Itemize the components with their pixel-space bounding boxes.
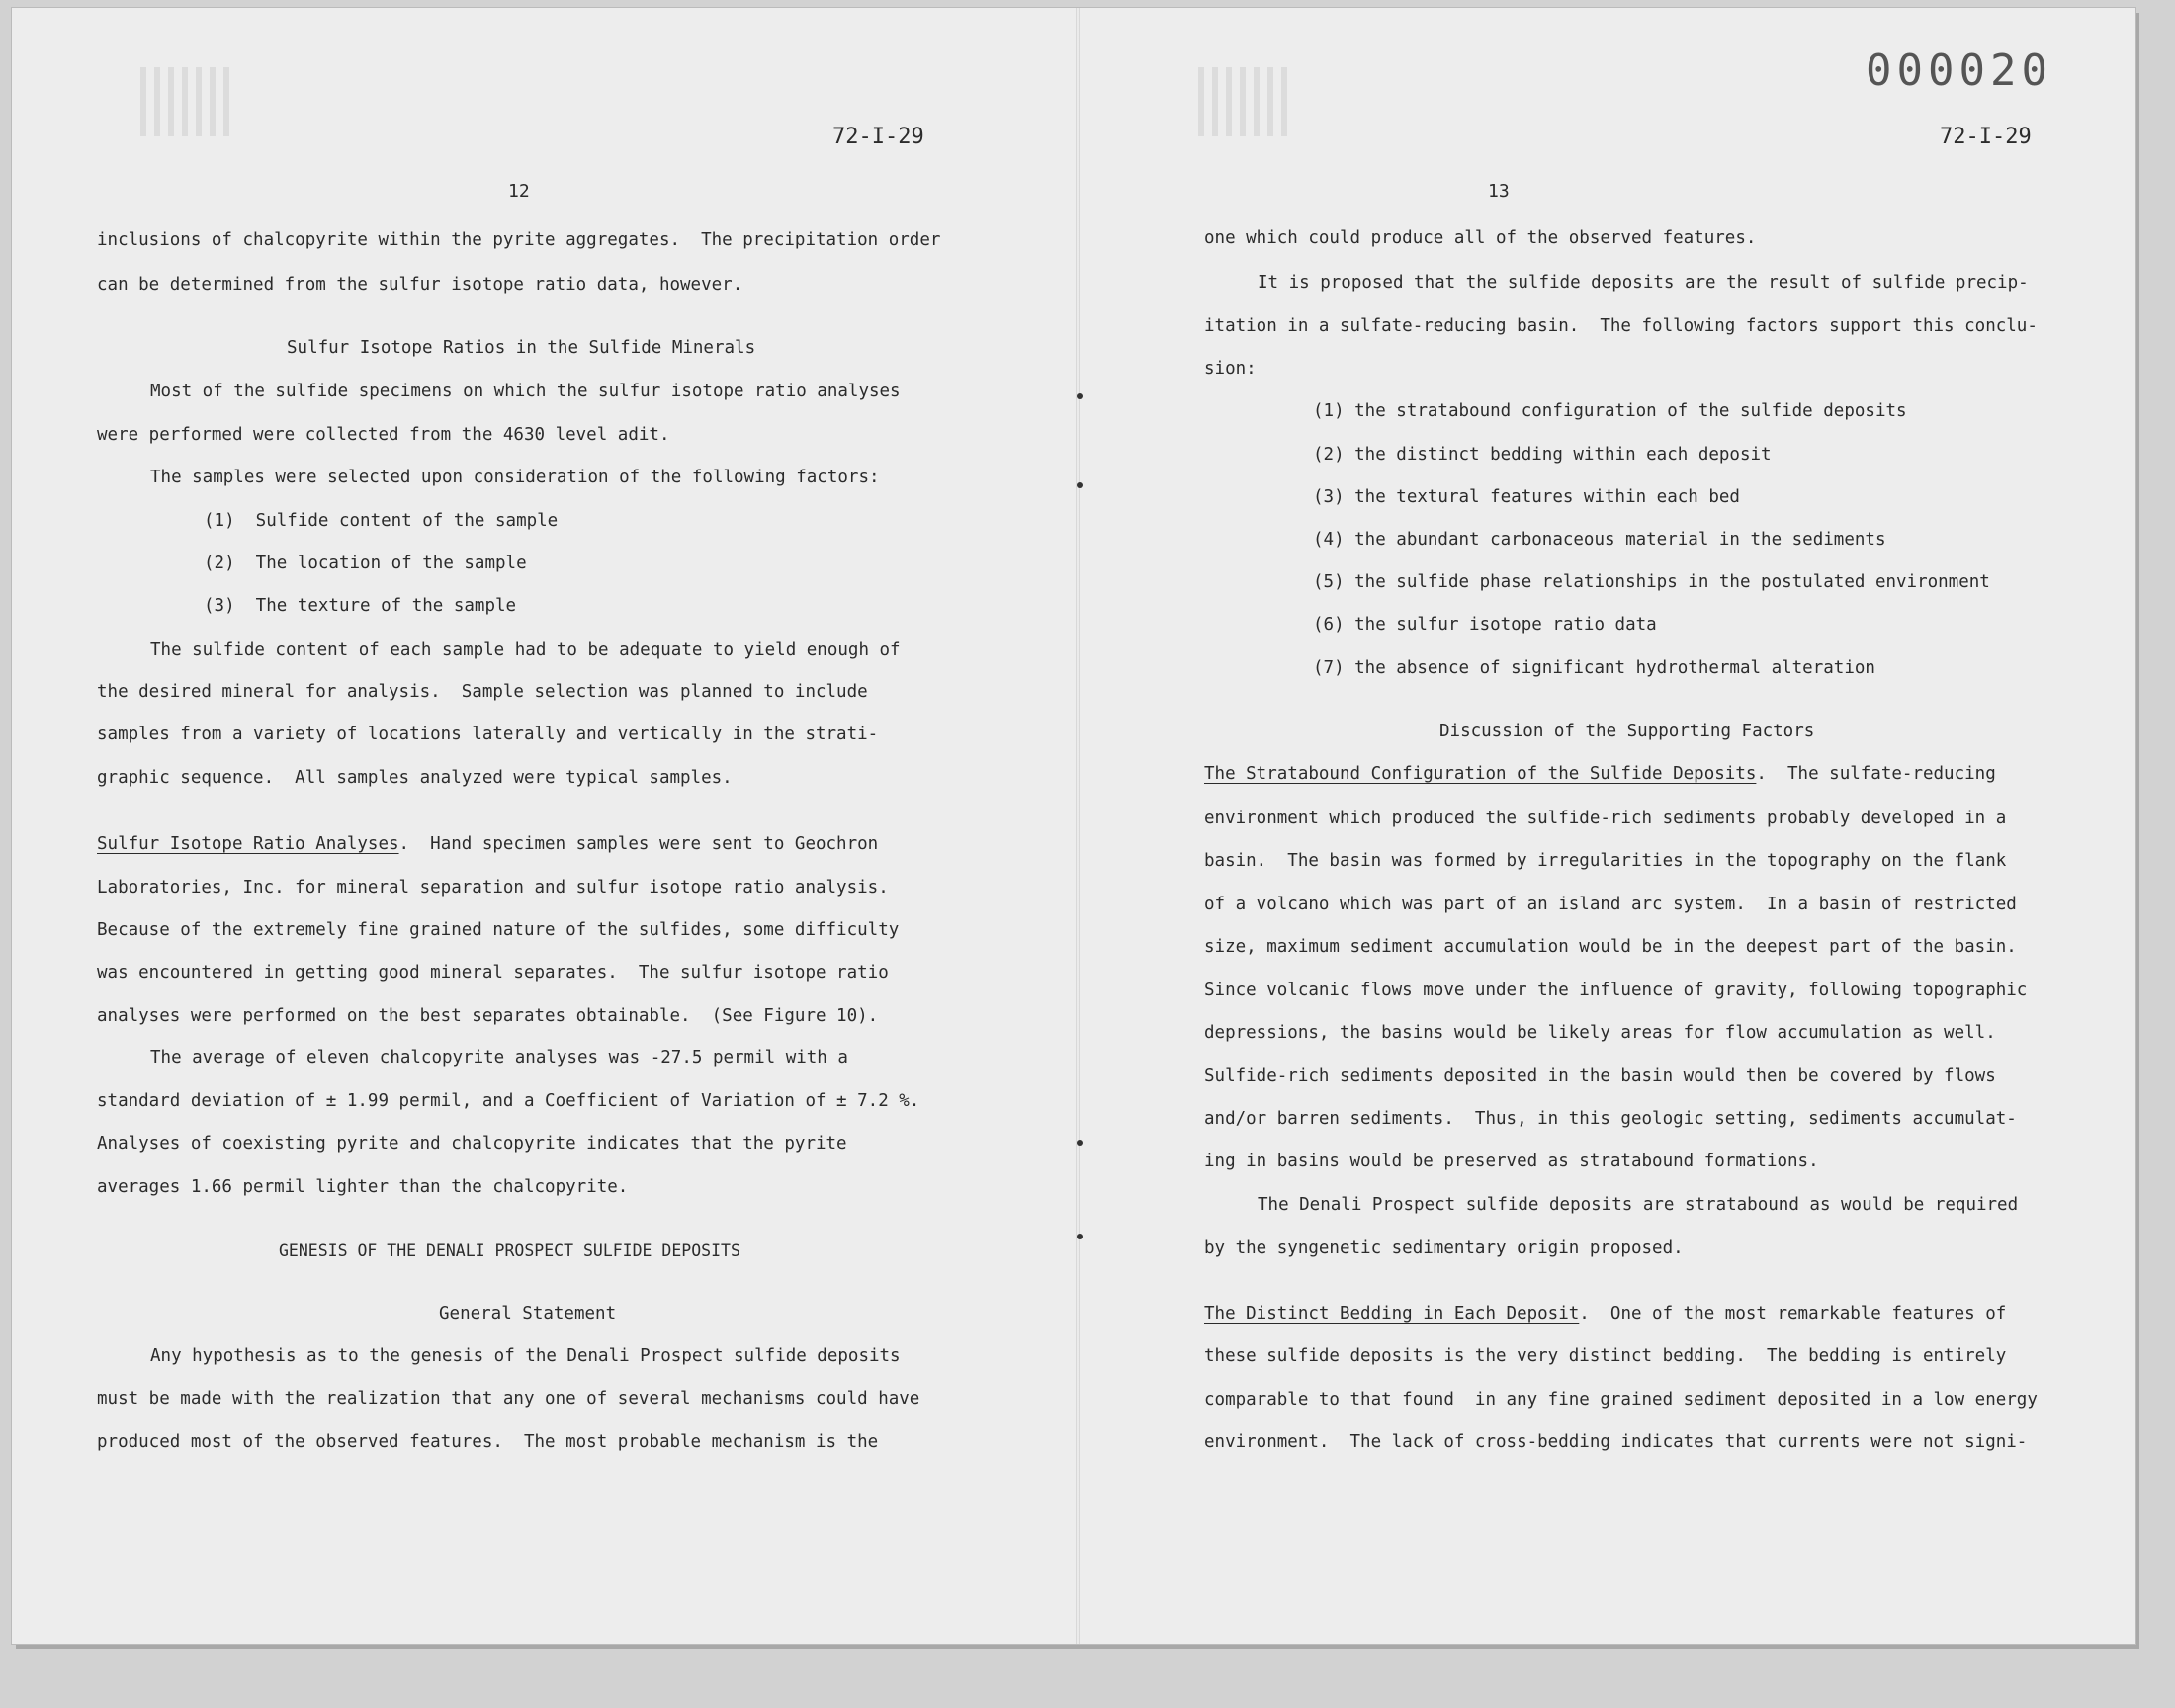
text-line: itation in a sulfate-reducing basin. The following factors support this conclu- (1204, 316, 2038, 336)
text-line: The Denali Prospect sulfide deposits are stratabound as would be required (1258, 1195, 2019, 1215)
list-item: (5) the sulfide phase relationships in the postulated environment (1313, 572, 1990, 592)
text-line: by the syngenetic sedimentary origin proposed. (1204, 1238, 1684, 1258)
paragraph-first-line: Sulfur Isotope Ratio Analyses. Hand specimen samples were sent to Geochron (97, 834, 879, 854)
binding-mark (1077, 1234, 1083, 1239)
text-line: Because of the extremely fine grained nature of the sulfides, some difficulty (97, 920, 900, 940)
binding-mark (1077, 393, 1083, 399)
text-line: sion: (1204, 359, 1257, 379)
binding-mark (1077, 1140, 1083, 1146)
text-line: standard deviation of ± 1.99 permil, and a Coefficient of Variation of ± 7.2 %. (97, 1091, 920, 1111)
text-line: ing in basins would be preserved as stratabound formations. (1204, 1152, 1819, 1171)
bleed-through-mark (140, 67, 229, 136)
paragraph-first-line: The Stratabound Configuration of the Sulfide Deposits. The sulfate-reducing (1204, 764, 1996, 784)
page-stamp: 000020 (1866, 45, 2052, 96)
text-line: comparable to that found in any fine grained sediment deposited in a low energy (1204, 1390, 2038, 1409)
text-line: Analyses of coexisting pyrite and chalcopyrite indicates that the pyrite (97, 1134, 847, 1153)
text-line: Since volcanic flows move under the influence of gravity, following topographic (1204, 981, 2028, 1000)
list-item: (2) The location of the sample (204, 554, 527, 573)
text-line: these sulfide deposits is the very distinct bedding. The bedding is entirely (1204, 1346, 2007, 1366)
list-item: (2) the distinct bedding within each deposit (1313, 445, 1772, 465)
text-line: size, maximum sediment accumulation would be in the deepest part of the basin. (1204, 937, 2017, 957)
text-line: and/or barren sediments. Thus, in this geologic setting, sediments accumulat- (1204, 1109, 2017, 1129)
text-line: samples from a variety of locations laterally and vertically in the strati- (97, 725, 879, 744)
text-line: The samples were selected upon consideration of the following factors: (150, 468, 880, 487)
right-page (1080, 8, 2135, 1644)
page-number: 12 (508, 181, 530, 202)
text-line: of a volcano which was part of an island arc system. In a basin of restricted (1204, 895, 2017, 914)
text-line: produced most of the observed features. The most probable mechanism is the (97, 1432, 879, 1452)
text-line: must be made with the realization that any one of several mechanisms could have (97, 1389, 920, 1409)
page-number: 13 (1488, 181, 1510, 202)
text-line: was encountered in getting good mineral separates. The sulfur isotope ratio (97, 963, 889, 982)
text-line: Sulfide-rich sediments deposited in the basin would then be covered by flows (1204, 1067, 1996, 1086)
text-line: analyses were performed on the best separates obtainable. (See Figure 10). (97, 1006, 879, 1026)
list-item: (7) the absence of significant hydrothermal alteration (1313, 658, 1875, 678)
list-item: (6) the sulfur isotope ratio data (1313, 615, 1657, 635)
chapter-heading: GENESIS OF THE DENALI PROSPECT SULFIDE DEPOSITS (279, 1241, 740, 1260)
scanned-document (12, 8, 2135, 1644)
list-item: (1) the stratabound configuration of the sulfide deposits (1313, 401, 1907, 421)
paragraph-first-line: The Distinct Bedding in Each Deposit. One of the most remarkable features of (1204, 1304, 2007, 1324)
document-number: 72-I-29 (832, 125, 924, 149)
text-line: the desired mineral for analysis. Sample selection was planned to include (97, 682, 868, 702)
binding-mark (1077, 482, 1083, 488)
subsection-heading: The Distinct Bedding in Each Deposit (1204, 1304, 1580, 1324)
text-line: Laboratories, Inc. for mineral separation and sulfur isotope ratio analysis. (97, 878, 889, 897)
list-item: (1) Sulfide content of the sample (204, 511, 559, 531)
text-line: inclusions of chalcopyrite within the pyrite aggregates. The precipitation order (97, 230, 941, 250)
text-line: environment which produced the sulfide-rich sediments probably developed in a (1204, 809, 2007, 828)
text-line: environment. The lack of cross-bedding indicates that currents were not signi- (1204, 1432, 2028, 1452)
text-line: The sulfide content of each sample had to be adequate to yield enough of (150, 640, 901, 660)
text-line: It is proposed that the sulfide deposits are the result of sulfide precip- (1258, 273, 2029, 293)
text-line: The average of eleven chalcopyrite analyses was -27.5 permil with a (150, 1048, 848, 1068)
text-line: can be determined from the sulfur isotope ratio data, however. (97, 275, 743, 295)
text-line: Most of the sulfide specimens on which the sulfur isotope ratio analyses (150, 382, 901, 401)
subsection-heading: Sulfur Isotope Ratio Analyses (97, 834, 399, 854)
text-line: were performed were collected from the 4630 level adit. (97, 425, 670, 445)
text-line: graphic sequence. All samples analyzed were typical samples. (97, 768, 733, 788)
text-line: Any hypothesis as to the genesis of the Denali Prospect sulfide deposits (150, 1346, 901, 1366)
section-heading: Sulfur Isotope Ratios in the Sulfide Minerals (287, 338, 756, 358)
document-number: 72-I-29 (1940, 125, 2032, 149)
bleed-through-mark (1198, 67, 1287, 136)
text-line: averages 1.66 permil lighter than the chalcopyrite. (97, 1177, 629, 1197)
list-item: (3) The texture of the sample (204, 596, 517, 616)
list-item: (3) the textural features within each bed (1313, 487, 1740, 507)
left-page (12, 8, 1078, 1644)
text-line: basin. The basin was formed by irregularities in the topography on the flank (1204, 851, 2007, 871)
list-item: (4) the abundant carbonaceous material in the sediments (1313, 530, 1886, 550)
text-line: one which could produce all of the observed features. (1204, 228, 1757, 248)
section-heading: General Statement (439, 1304, 617, 1324)
text-line: depressions, the basins would be likely areas for flow accumulation as well. (1204, 1023, 1996, 1043)
subsection-heading: The Stratabound Configuration of the Sulfide Deposits (1204, 764, 1757, 784)
section-heading: Discussion of the Supporting Factors (1439, 722, 1815, 741)
